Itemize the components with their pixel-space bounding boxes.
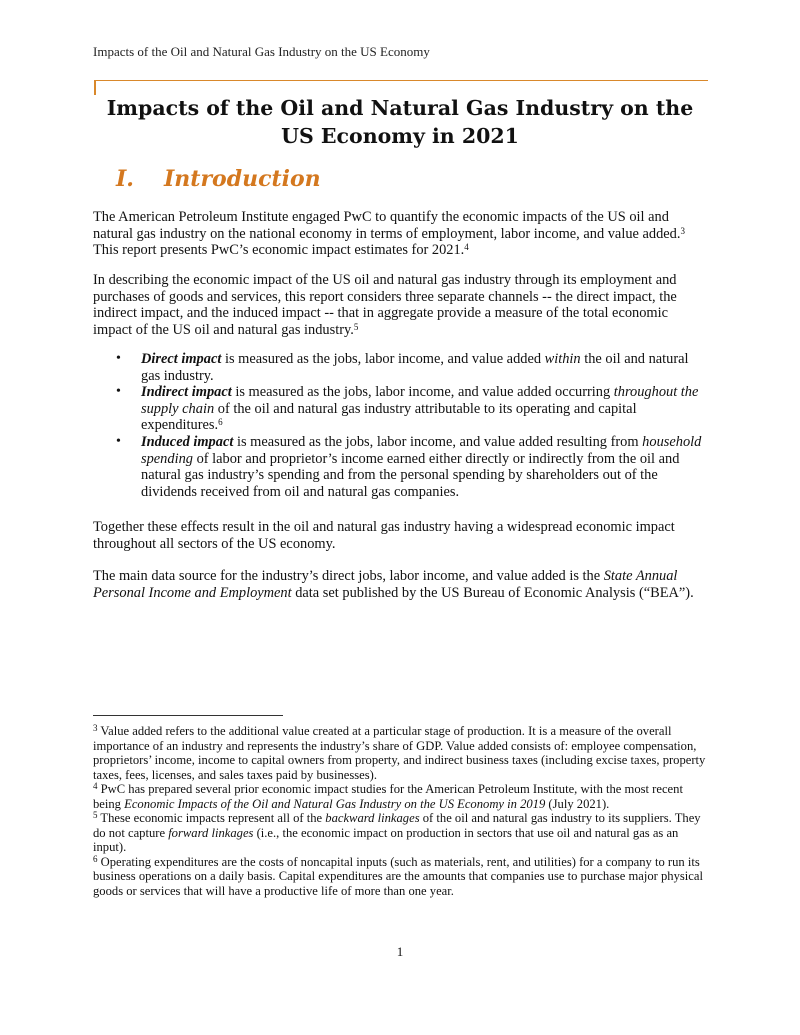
paragraph-4 bbox=[93, 568, 709, 601]
footnote-4-text-a: PwC has prepared several prior economic impact studies for the American Petroleum Institute, with the most recent being bbox=[93, 782, 683, 811]
section-number: I. bbox=[116, 166, 134, 192]
induced-emphasis: household spending bbox=[141, 433, 702, 467]
footnote-ref-6[interactable]: 6 bbox=[218, 417, 223, 428]
indirect-text-b: of the oil and natural gas industry attributable to its operating and capital expenditures. bbox=[141, 400, 637, 434]
direct-text-b: the oil and natural gas industry. bbox=[141, 351, 689, 384]
paragraph-1-text: The American Petroleum Institute engaged PwC to quantify the economic impacts of the US oil and natural gas industry on the national economy in terms of employment, labor income, and value added. bbox=[93, 209, 681, 242]
footnote-ref-4[interactable]: 4 bbox=[464, 242, 469, 253]
footnote-6 bbox=[93, 855, 709, 899]
footnote-6-text: Operating expenditures are the costs of noncapital inputs (such as materials, rent, and utilities) for a company to run its business operations on a daily basis. Capital expenditures are the amounts that companies use to purchase major physical goods or services that will have a productive life of more than one year. bbox=[93, 854, 703, 898]
footnote-5-emphasis-1: backward linkages bbox=[325, 811, 420, 825]
footnote-mark-5: 5 bbox=[93, 810, 98, 820]
induced-text-b: of labor and proprietor’s income earned either directly or indirectly from the oil and natural gas industry’s spending and from the personal spending by shareholders out of the dividends received from oil and natural gas companies. bbox=[141, 450, 680, 500]
list-item-indirect bbox=[93, 384, 709, 434]
footnote-4 bbox=[93, 782, 709, 811]
paragraph-4-text-a: The main data source for the industry’s direct jobs, labor income, and value added is the bbox=[93, 568, 604, 584]
paragraph-3: Together these effects result in the oil and natural gas industry having a widespread economic impact throughout all sectors of the US economy. bbox=[93, 519, 675, 552]
paragraph-4-text-b: data set published by the US Bureau of Economic Analysis (“BEA”). bbox=[291, 584, 694, 601]
footnote-5-emphasis-2: forward linkages bbox=[168, 825, 254, 840]
footnote-3 bbox=[93, 724, 709, 782]
indirect-emphasis: throughout the supply chain bbox=[141, 384, 699, 417]
indirect-text-a: is measured as the jobs, labor income, and value added occurring bbox=[231, 384, 614, 401]
induced-text-a: is measured as the jobs, labor income, and value added resulting from bbox=[233, 433, 643, 450]
footnote-5 bbox=[93, 811, 709, 855]
paragraph-4-emphasis: State Annual Personal Income and Employment bbox=[93, 568, 678, 601]
paragraph-1 bbox=[93, 209, 709, 259]
term-induced: Induced impact bbox=[141, 433, 234, 450]
footnote-mark-6: 6 bbox=[93, 853, 98, 864]
document-title: Impacts of the Oil and Natural Gas Industry on the US Economy in 2021 bbox=[106, 96, 694, 148]
footnote-5-text-b: of the oil and natural gas industry to its suppliers. They do not capture bbox=[93, 811, 701, 840]
direct-emphasis: within bbox=[544, 351, 581, 367]
running-header: Impacts of the Oil and Natural Gas Industry on the US Economy bbox=[93, 44, 430, 59]
footnote-ref-3[interactable]: 3 bbox=[680, 225, 685, 236]
paragraph-2 bbox=[93, 272, 709, 338]
section-heading bbox=[116, 166, 321, 192]
term-indirect: Indirect impact bbox=[141, 384, 232, 401]
footnote-5-text-c: (i.e., the economic impact on production in sectors that use oil and natural gas as an input). bbox=[93, 825, 679, 854]
impact-list bbox=[93, 351, 709, 500]
title-rule bbox=[94, 80, 708, 95]
footnote-3-text: Value added refers to the additional value created at a particular stage of production. It is a measure of the overall importance of an industry and represents the industry’s share of GDP. Value added consists of: employee compensation, proprietors’ income, income to capital owners from property, and indirect business taxes (including excise taxes, property taxes, fees, licenses, and sales taxes paid by businesses). bbox=[93, 724, 706, 782]
footnote-4-emphasis: Economic Impacts of the Oil and Natural Gas Industry on the US Economy in 2019 bbox=[124, 796, 546, 811]
footnote-5-text-a: These economic impacts represent all of the bbox=[97, 811, 326, 825]
paragraph-1-text-b: This report presents PwC’s economic impact estimates for 2021. bbox=[93, 242, 465, 259]
footnote-mark-3: 3 bbox=[93, 723, 98, 733]
section-title: Introduction bbox=[164, 166, 321, 192]
list-item-induced bbox=[93, 434, 709, 500]
footnote-4-text-b: (July 2021). bbox=[545, 796, 610, 811]
page-number: 1 bbox=[396, 944, 404, 959]
footnote-separator bbox=[93, 715, 283, 716]
footnote-ref-5[interactable]: 5 bbox=[353, 321, 359, 332]
direct-text-a: is measured as the jobs, labor income, and value added bbox=[221, 351, 545, 367]
list-item-direct bbox=[93, 351, 709, 384]
term-direct: Direct impact bbox=[141, 351, 222, 367]
footnote-mark-4: 4 bbox=[93, 781, 98, 791]
footnotes bbox=[93, 724, 709, 898]
paragraph-2-text: In describing the economic impact of the US oil and natural gas industry through its employment and purchases of goods and services, this report considers three separate channels -- the direct impact, the indirect impact, and the induced impact -- that in aggregate provide a measure of the total economic impact of the US oil and natural gas industry. bbox=[93, 272, 677, 338]
